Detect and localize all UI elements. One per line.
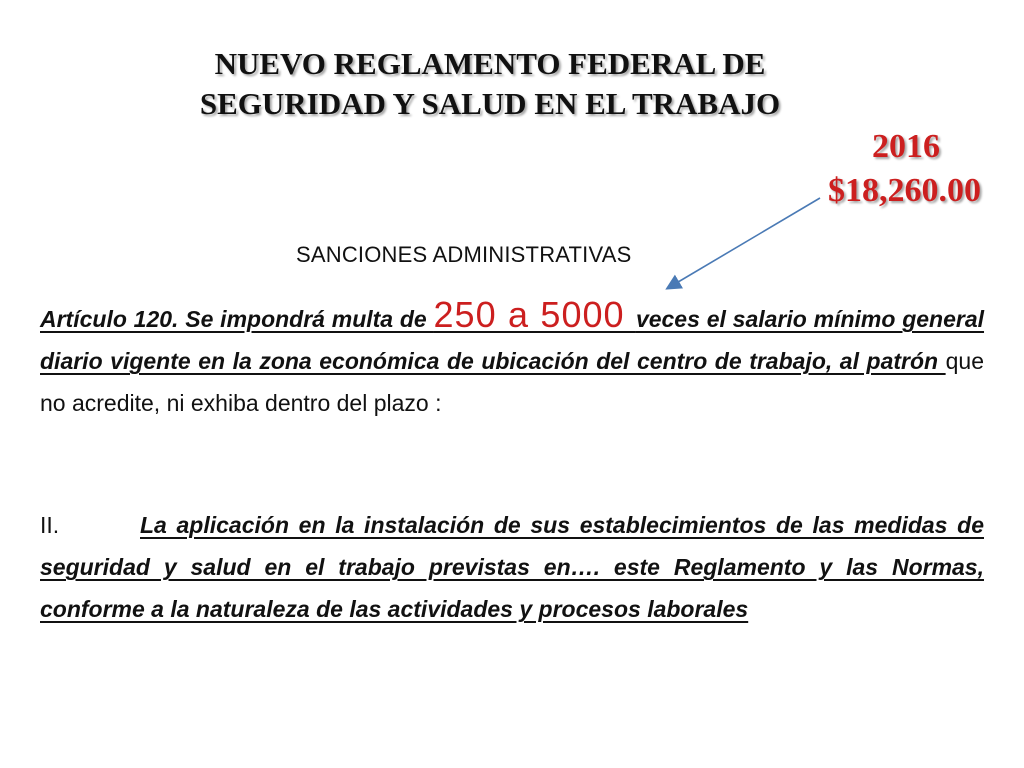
arrow-line bbox=[668, 198, 820, 288]
article-tail: que no acredite, ni exhiba dentro del plazo : bbox=[40, 348, 984, 416]
fine-amount: $18,260.00 bbox=[828, 172, 981, 209]
fine-range: 250 a 5000 bbox=[433, 294, 636, 335]
article-120-paragraph bbox=[40, 294, 984, 424]
article-emphasis: veces el salario mínimo general diario vigente en la zona económica de ubicación del centro de trabajo, al patrón bbox=[40, 306, 985, 374]
title-line-1: NUEVO REGLAMENTO FEDERAL DE bbox=[214, 46, 766, 81]
item-text: La aplicación en la instalación de sus establecimientos de las medidas de seguridad y salud en el trabajo previstas en…. este Reglamento y las Normas, conforme a la naturaleza de las actividades y procesos laborales bbox=[40, 512, 984, 622]
section-heading: SANCIONES ADMINISTRATIVAS bbox=[296, 242, 632, 267]
article-lead: Artículo 120. Se impondrá multa de bbox=[40, 306, 434, 332]
item-ii-paragraph bbox=[40, 504, 984, 630]
title-line-2: SEGURIDAD Y SALUD EN EL TRABAJO bbox=[199, 86, 781, 121]
year-label: 2016 bbox=[872, 128, 940, 165]
item-number: II. bbox=[40, 512, 60, 538]
